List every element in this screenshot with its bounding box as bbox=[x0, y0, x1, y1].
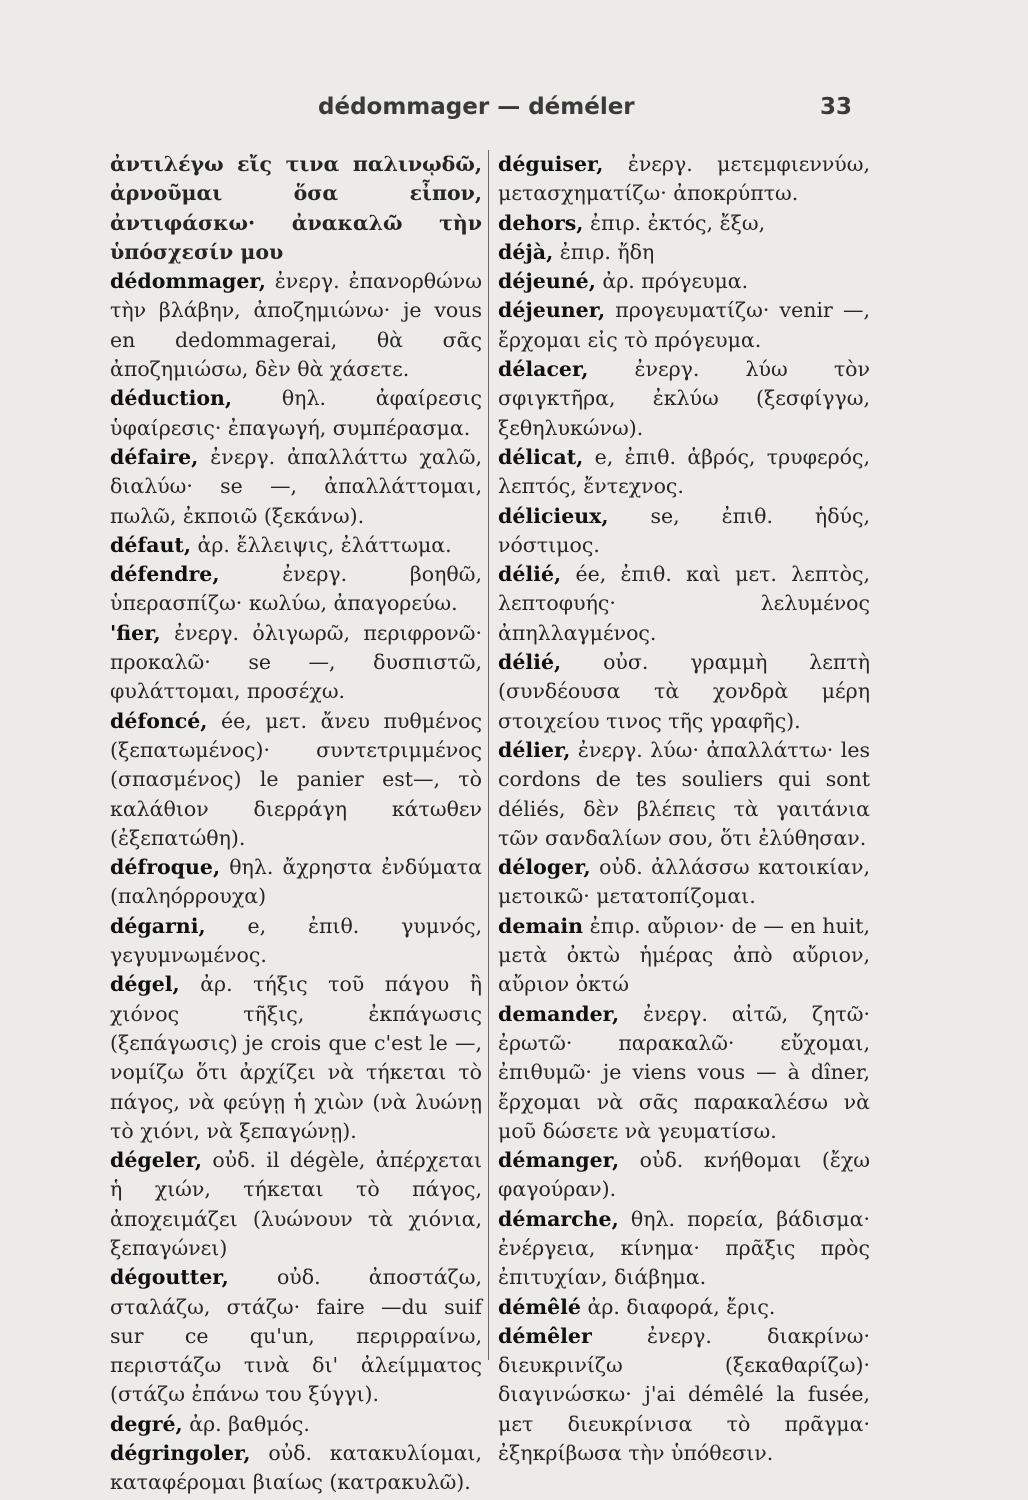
dictionary-entry bbox=[498, 238, 870, 267]
entry-definition: ἐνεργ. αἰτῶ, ζητῶ· ἐρωτῶ· παρακαλῶ· εὔχομαι, ἐπιθυμῶ· je viens vous — à dîner, ἔρχομαι νὰ σᾶς παρακαλέσω νὰ μοῦ δώσετε νὰ γευματίσω. bbox=[498, 1001, 870, 1143]
entry-definition: ἀρ. βαθμός. bbox=[189, 1411, 310, 1436]
entry-headword: demander, bbox=[498, 1001, 620, 1026]
entry-definition: se, ἐπιθ. ἡδύς, νόστιμος. bbox=[498, 503, 870, 557]
entry-headword: dégeler, bbox=[110, 1148, 203, 1173]
dictionary-entry bbox=[110, 443, 482, 531]
entry-definition: ἐνεργ. βοηθῶ, ὑπερασπίζω· κωλύω, ἀπαγορεύω. bbox=[110, 562, 482, 616]
entry-definition: ἀρ. τήξις τοῦ πάγου ἢ χιόνος τῆξις, ἐκπάγωσις (ξεπάγωσις) je crois que c'est le —, νομίζω ὅτι ἀρχίζει νὰ τήκεται τὸ πάγος, νὰ φεύγῃ ἡ χιὼν (νὰ λυώνῃ τὸ χιόνι, νὰ ξεπαγώνῃ). bbox=[110, 972, 482, 1143]
entry-definition: ἐνεργ. ὀλιγωρῶ, περιφρονῶ· προκαλῶ· se —, δυσπιστῶ, φυλάττομαι, προσέχω. bbox=[110, 620, 482, 704]
entry-definition: ἐνεργ. μετεμφιεννύω, μετασχηματίζω· ἀποκρύπτω. bbox=[498, 152, 870, 206]
dictionary-entry bbox=[498, 560, 870, 648]
running-head: dédommager — déméler bbox=[318, 94, 635, 120]
entry-headword: déjà, bbox=[498, 239, 554, 264]
entry-definition: ἐπιρ. ἤδη bbox=[559, 239, 655, 264]
dictionary-entry bbox=[498, 912, 870, 1000]
entry-headword: déjeuné, bbox=[498, 269, 596, 294]
dictionary-entry bbox=[498, 150, 870, 209]
entry-headword: défaire, bbox=[110, 444, 199, 469]
dictionary-entry bbox=[110, 707, 482, 853]
dictionary-entry bbox=[110, 150, 482, 267]
entry-headword: délacer, bbox=[498, 357, 589, 382]
entry-headword: dégringoler, bbox=[110, 1441, 251, 1466]
entry-headword: dégarni, bbox=[110, 913, 206, 938]
dictionary-entry bbox=[498, 296, 870, 355]
entry-headword: déjeuner, bbox=[498, 298, 606, 323]
entry-headword: défendre, bbox=[110, 562, 220, 587]
entry-headword: démêler bbox=[498, 1323, 592, 1348]
entry-headword: délié, bbox=[498, 650, 562, 675]
entry-headword: délicat, bbox=[498, 444, 584, 469]
entry-headword: dégel, bbox=[110, 972, 180, 997]
entry-definition: θηλ. πορεία, βάδισμα· ἐνέργεια, κίνημα· πρᾶξις πρὸς ἐπιτυχίαν, διάβημα. bbox=[498, 1206, 870, 1290]
entry-definition: ἐνεργ. διακρίνω· διευκρινίζω (ξεκαθαρίζω)· διαγινώσκω· j'ai démêlé la fusée, μετ διευκρίνισα τὸ πρᾶγμα· ἐξηκρίβωσα τὴν ὑπόθεσιν. bbox=[498, 1323, 870, 1466]
dictionary-entry bbox=[498, 267, 870, 296]
entry-headword: défroque, bbox=[110, 855, 221, 880]
dictionary-entry bbox=[110, 619, 482, 707]
entry-definition: ἀντιλέγω εἴς τινα παλινῳδῶ, ἀρνοῦμαι ὅσα εἶπον, ἀντιφάσκω· ἀνακαλῶ τὴν ὑπόσχεσίν μου bbox=[110, 152, 482, 264]
dictionary-entry bbox=[110, 912, 482, 971]
entry-headword: déduction, bbox=[110, 386, 233, 411]
entry-headword: défaut, bbox=[110, 532, 191, 557]
entry-definition: ἐπιρ. ἐκτός, ἔξω, bbox=[589, 210, 766, 235]
entry-headword: défoncé, bbox=[110, 708, 208, 733]
entry-definition: e, ἐπιθ. γυμνός, γεγυμνωμένος. bbox=[110, 913, 482, 968]
entry-headword: dehors, bbox=[498, 210, 584, 235]
dictionary-entry bbox=[498, 1293, 870, 1322]
dictionary-entry bbox=[498, 648, 870, 736]
entry-definition: ἀρ. πρόγευμα. bbox=[602, 269, 749, 294]
entry-headword: dégoutter, bbox=[110, 1265, 229, 1290]
dictionary-entry bbox=[498, 1146, 870, 1205]
column-divider bbox=[488, 150, 489, 1360]
entry-definition: οὐδ. il dégèle, ἀπέρχεται ἡ χιών, τήκεται τὸ πάγος, ἀποχειμάζει (λυώνουν τὰ χιόνια, ξεπαγώνει) bbox=[110, 1148, 482, 1260]
entry-definition: θηλ. ἀφαίρεσις ὑφαίρεσις· ἐπαγωγή, συμπέρασμα. bbox=[110, 386, 482, 440]
dictionary-entry bbox=[110, 267, 482, 384]
right-column bbox=[498, 150, 870, 1466]
entry-headword: dédommager, bbox=[110, 269, 266, 294]
dictionary-entry bbox=[498, 853, 870, 912]
page-number: 33 bbox=[820, 94, 853, 120]
dictionary-entry bbox=[110, 853, 482, 912]
entry-definition: ἐνεργ. λύω τὸν σφιγκτῆρα, ἐκλύω (ξεσφίγγω, ξεθηλυκώνω). bbox=[498, 357, 870, 440]
entry-headword: 'fier, bbox=[110, 620, 161, 645]
dictionary-entry bbox=[110, 970, 482, 1146]
entry-definition: ἀρ. ἔλλειψις, ἐλάττωμα. bbox=[197, 532, 452, 557]
dictionary-entry bbox=[498, 209, 870, 238]
dictionary-entry bbox=[110, 1439, 482, 1498]
entry-headword: demain bbox=[498, 913, 584, 938]
dictionary-entry bbox=[498, 1000, 870, 1146]
entry-headword: délicieux, bbox=[498, 503, 609, 528]
entry-headword: déloger, bbox=[498, 855, 591, 880]
entry-headword: déguiser, bbox=[498, 152, 604, 176]
entry-definition: e, ἐπιθ. ἁβρός, τρυφερός, λεπτός, ἔντεχνος. bbox=[498, 444, 870, 499]
dictionary-entry bbox=[110, 1263, 482, 1409]
entry-definition: ἀρ. διαφορά, ἔρις. bbox=[587, 1294, 776, 1319]
entry-definition: θηλ. ἄχρηστα ἐνδύματα (παληόρρουχα) bbox=[110, 855, 482, 909]
entry-definition: ée, ἐπιθ. καὶ μετ. λεπτὸς, λεπτοφυής· λελυμένος ἀπηλλαγμένος. bbox=[498, 562, 870, 645]
entry-definition: οὐδ. κατακυλίομαι, καταφέρομαι βιαίως (κατρακυλῶ). bbox=[110, 1441, 482, 1495]
entry-headword: délier, bbox=[498, 737, 571, 762]
entry-headword: démêlé bbox=[498, 1294, 581, 1319]
entry-definition: ἐπιρ. αὔριον· de — en huit, μετὰ ὀκτὼ ἡμέρας ἀπὸ αὔριον, αὔριον ὀκτώ bbox=[498, 913, 870, 997]
page-header bbox=[0, 94, 1028, 134]
entry-definition: ée, μετ. ἄνευ πυθμένος (ξεπατωμένος)· συντετριμμένος (σπασμένος) le panier est—, τὸ καλάθιον διερράγη κάτωθεν (ἐξεπατώθη). bbox=[110, 708, 482, 850]
entry-definition: οὐδ. ἀλλάσσω κατοικίαν, μετοικῶ· μετατοπίζομαι. bbox=[498, 855, 870, 909]
entry-headword: démanger, bbox=[498, 1148, 620, 1173]
entry-definition: ἐνεργ. λύω· ἀπαλλάττω· les cordons de tes souliers qui sont déliés, δὲν βλέπεις τὰ γαιτάνια τῶν σανδαλίων σου, ὅτι ἐλύθησαν. bbox=[498, 737, 870, 850]
dictionary-entry bbox=[498, 1205, 870, 1293]
entry-definition: ἐνεργ. ἀπαλλάττω χαλῶ, διαλύω· se —, ἀπαλλάττομαι, πωλῶ, ἐκποιῶ (ξεκάνω). bbox=[110, 444, 482, 528]
dictionary-entry bbox=[498, 736, 870, 853]
dictionary-entry bbox=[498, 1322, 870, 1468]
entry-headword: délié, bbox=[498, 562, 562, 587]
entry-definition: προγευματίζω· venir —, ἔρχομαι εἰς τὸ πρόγευμα. bbox=[498, 298, 870, 352]
dictionary-entry bbox=[110, 531, 482, 560]
entry-headword: degré, bbox=[110, 1411, 183, 1436]
entry-definition: οὐδ. κνήθομαι (ἔχω φαγούραν). bbox=[498, 1148, 870, 1202]
dictionary-entry bbox=[498, 502, 870, 561]
left-column bbox=[110, 150, 482, 1495]
dictionary-entry bbox=[498, 443, 870, 502]
entry-definition: οὐδ. ἀποστάζω, σταλάζω, στάζω· faire —du suif sur ce qu'un, περιρραίνω, περιστάζω τινὰ δι' ἀλείμματος (στάζω ἐπάνω του ξύγγι). bbox=[110, 1265, 482, 1407]
dictionary-entry bbox=[110, 384, 482, 443]
dictionary-entry bbox=[110, 1410, 482, 1439]
dictionary-entry bbox=[110, 1146, 482, 1263]
entry-definition: οὐσ. γραμμὴ λεπτὴ (συνδέουσα τὰ χονδρὰ μέρη στοιχείου τινος τῆς γραφῆς). bbox=[498, 650, 870, 733]
entry-headword: démarche, bbox=[498, 1206, 619, 1231]
dictionary-entry bbox=[110, 560, 482, 619]
entry-definition: ἐνεργ. ἐπανορθώνω τὴν βλάβην, ἀποζημιώνω· je vous en dedommagerai, θὰ σᾶς ἀποζημιώσω, δὲν θὰ χάσετε. bbox=[110, 269, 482, 382]
dictionary-entry bbox=[498, 355, 870, 443]
